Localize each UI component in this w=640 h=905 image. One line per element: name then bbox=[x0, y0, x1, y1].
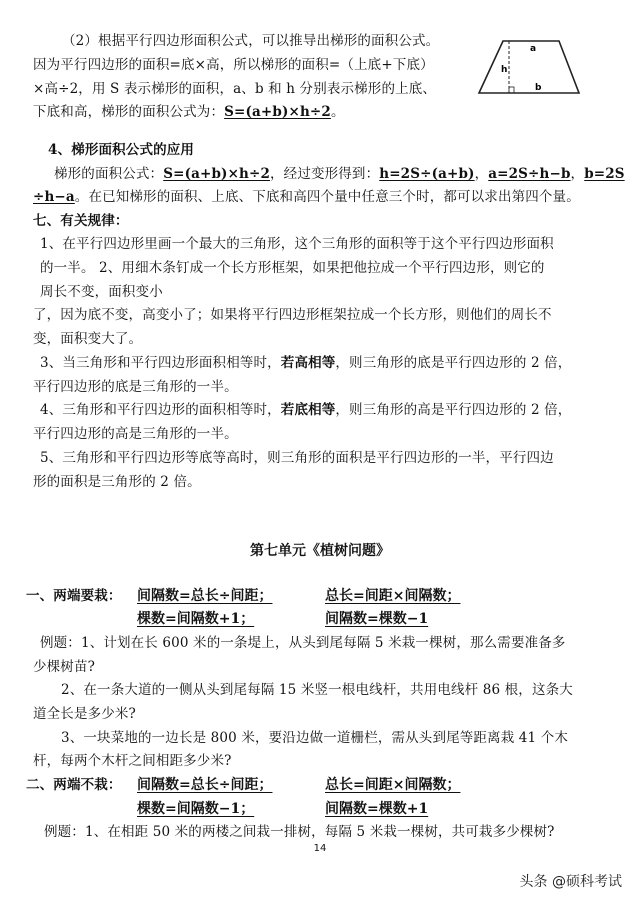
label-a: a bbox=[530, 44, 537, 54]
text-line: 1、在平行四边形里画一个最大的三角形，这个三角形的面积等于这个平行四边形面积 bbox=[40, 236, 554, 252]
formula: S=(a+b)×h÷2 bbox=[163, 166, 271, 182]
text-line: （2）根据平行四边形面积公式，可以推导出梯形的面积公式。 bbox=[62, 33, 440, 49]
formula: a=2S÷h−b bbox=[488, 166, 571, 182]
text-line bbox=[54, 166, 625, 183]
section-heading: 二、两端不栽： bbox=[26, 777, 122, 793]
text-line: 变，面积变大了。 bbox=[33, 331, 143, 347]
page-number: 14 bbox=[313, 843, 327, 854]
text-line bbox=[40, 355, 571, 372]
label-h: h bbox=[501, 65, 508, 75]
formula: 棵数=间隔数+1； bbox=[137, 611, 255, 627]
text-span: 下底和高，梯形的面积公式为： bbox=[33, 104, 225, 120]
text-line: 因为平行四边形的面积=底×高，所以梯形的面积=（上底+下底） bbox=[33, 57, 434, 73]
text-line bbox=[40, 402, 571, 419]
text-span: ， bbox=[474, 166, 489, 182]
formula: 总长=间距×间隔数； bbox=[325, 777, 461, 793]
formula: ÷h−a bbox=[33, 189, 75, 205]
text-line: 少棵树苗? bbox=[33, 659, 95, 675]
text-line bbox=[33, 104, 345, 121]
emphasis: 若高相等 bbox=[280, 355, 336, 371]
text-span: ， bbox=[570, 166, 585, 182]
text-span: ，则三角形的高是平行四边形的 2 倍， bbox=[335, 402, 572, 418]
text-line: 杆，每两个木杆之间相距多少米? bbox=[33, 753, 232, 769]
trapezoid-figure bbox=[475, 35, 585, 97]
text-line: ×高÷2，用 S 表示梯形的面积，a、b 和 h 分别表示梯形的上底、 bbox=[33, 81, 437, 97]
text-line: 平行四边形的高是三角形的一半。 bbox=[33, 426, 238, 442]
section-heading: 一、两端要栽： bbox=[26, 588, 122, 604]
text-line: 周长不变，面积变小 bbox=[40, 284, 163, 300]
text-line: 2、在一条大道的一侧从头到尾每隔 15 米竖一根电线杆，共用电线杆 86 根，这条大 bbox=[61, 682, 573, 698]
formula: 总长=间距×间隔数； bbox=[325, 588, 461, 604]
text-line: 形的面积是三角形的 2 倍。 bbox=[33, 474, 201, 490]
emphasis: 若底相等 bbox=[280, 402, 336, 418]
text-span: ，则三角形的底是平行四边形的 2 倍， bbox=[335, 355, 572, 371]
text-line: 平行四边形的底是三角形的一半。 bbox=[33, 379, 238, 395]
text-line: 道全长是多少米? bbox=[33, 706, 136, 722]
formula: 间隔数=总长÷间距； bbox=[137, 588, 273, 604]
text-line: 例题：1、在相距 50 米的两楼之间栽一排树，每隔 5 米栽一棵树，共可栽多少棵树? bbox=[44, 824, 555, 840]
unit-title: 第七单元《植树问题》 bbox=[250, 543, 390, 559]
text-line: 例题：1、计划在长 600 米的一条堤上，从头到尾每隔 5 米栽一棵树，那么需要准备多 bbox=[40, 635, 566, 651]
formula: 间隔数=棵数+1 bbox=[325, 801, 429, 817]
text-line: 3、一块菜地的一边长是 800 米，要沿边做一道栅栏，需从头到尾等距离栽 41 个木 bbox=[61, 730, 568, 746]
section-heading: 4、梯形面积公式的应用 bbox=[48, 142, 195, 158]
text-span: 3、当三角形和平行四边形面积相等时， bbox=[40, 355, 281, 371]
section-heading: 七、有关规律： bbox=[33, 213, 129, 229]
text-line bbox=[33, 189, 580, 206]
formula: h=2S÷(a+b) bbox=[379, 166, 475, 182]
text-line: 了，因为底不变，高变小了；如果将平行四边形框架拉成一个长方形，则他们的周长不 bbox=[33, 307, 552, 323]
area-formula: S=(a+b)×h÷2 bbox=[224, 104, 331, 120]
text-line: 的一半。 2、用细木条钉成一个长方形框架，如果把他拉成一个平行四边形，则它的 bbox=[40, 260, 545, 276]
watermark: 头条 @硕科考试 bbox=[519, 874, 622, 890]
text-span: 。 bbox=[330, 104, 345, 120]
text-span: ，经过变形得到： bbox=[270, 166, 380, 182]
label-b: b bbox=[535, 83, 542, 93]
formula: 棵数=间隔数−1； bbox=[137, 801, 255, 817]
formula: b=2S bbox=[584, 166, 625, 182]
text-span: 梯形的面积公式： bbox=[54, 166, 164, 182]
formula: 间隔数=总长÷间距； bbox=[137, 777, 273, 793]
text-span: 4、三角形和平行四边形的面积相等时， bbox=[40, 402, 281, 418]
text-span: 。在已知梯形的面积、上底、下底和高四个量中任意三个时，都可以求出第四个量。 bbox=[74, 189, 580, 205]
text-line: 5、三角形和平行四边形等底等高时，则三角形的面积是平行四边形的一半，平行四边 bbox=[40, 450, 554, 466]
formula: 间隔数=棵数−1 bbox=[325, 611, 429, 627]
